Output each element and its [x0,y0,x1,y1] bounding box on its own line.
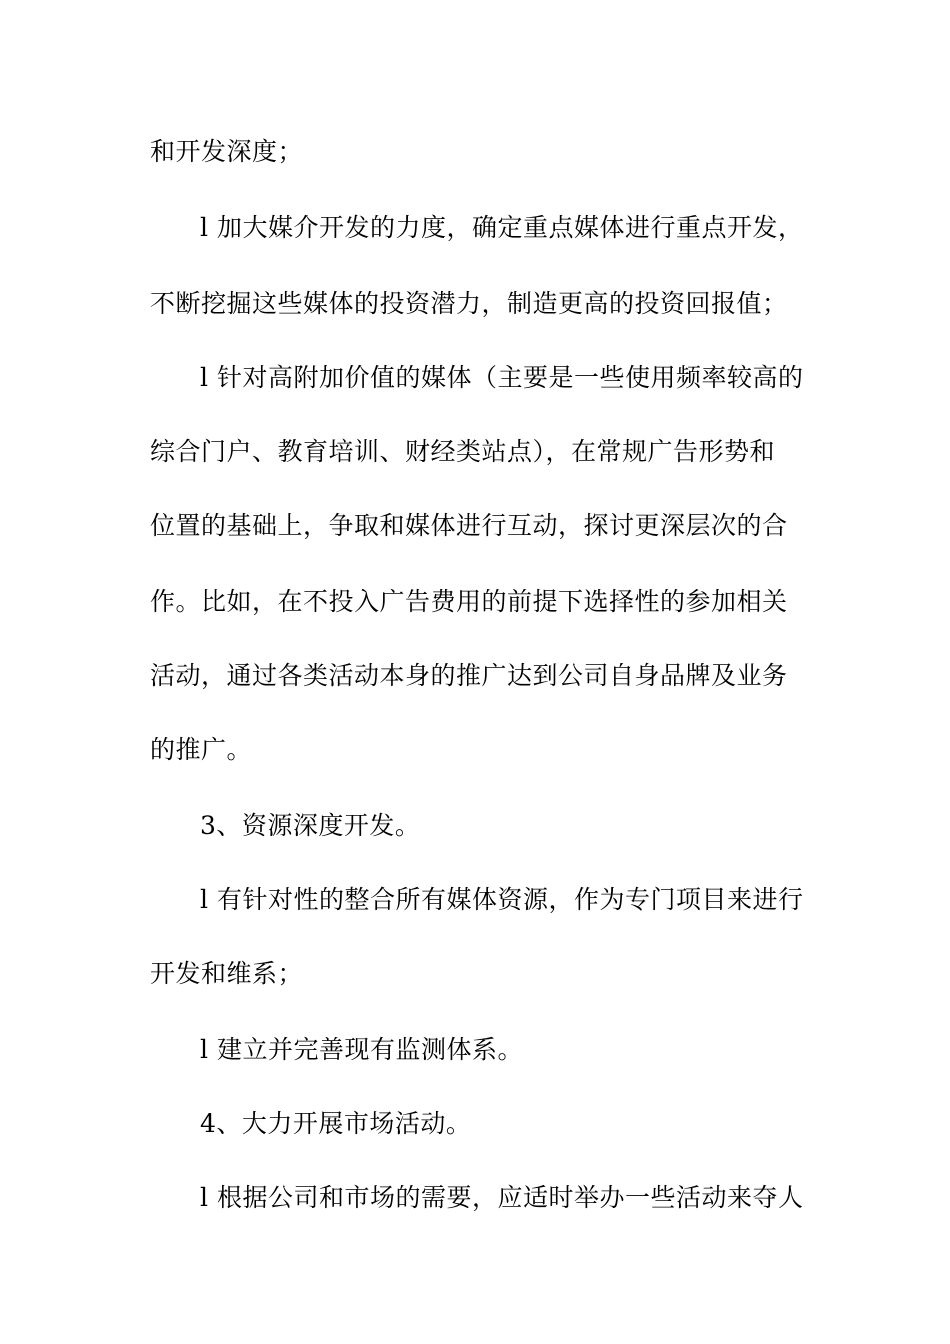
bullet-line: l 建立并完善现有监测体系。 [200,1035,523,1064]
bullet-line: l 针对高附加价值的媒体（主要是一些使用频率较高的 [200,363,804,392]
text-line: 开发和维系； [150,959,304,988]
text-line: 不断挖掘这些媒体的投资潜力，制造更高的投资回报值； [150,289,788,318]
text-line: 综合门户、教育培训、财经类站点），在常规广告形势和 [150,437,776,466]
text-line: 活动，通过各类活动本身的推广达到公司自身品牌及业务 [150,661,788,690]
bullet-line: l 加大媒介开发的力度，确定重点媒体进行重点开发， [200,213,804,242]
text-line: 和开发深度； [150,137,304,166]
bullet-line: l 有针对性的整合所有媒体资源，作为专门项目来进行 [200,885,804,914]
text-line: 的推广。 [150,735,253,764]
section-heading: 4、大力开展市场活动。 [200,1109,472,1138]
text-line: 位置的基础上，争取和媒体进行互动，探讨更深层次的合 [150,511,788,540]
text-line: 作。比如，在不投入广告费用的前提下选择性的参加相关 [150,587,788,616]
section-heading: 3、资源深度开发。 [200,811,421,840]
bullet-line: l 根据公司和市场的需要，应适时举办一些活动来夺人 [200,1183,804,1212]
